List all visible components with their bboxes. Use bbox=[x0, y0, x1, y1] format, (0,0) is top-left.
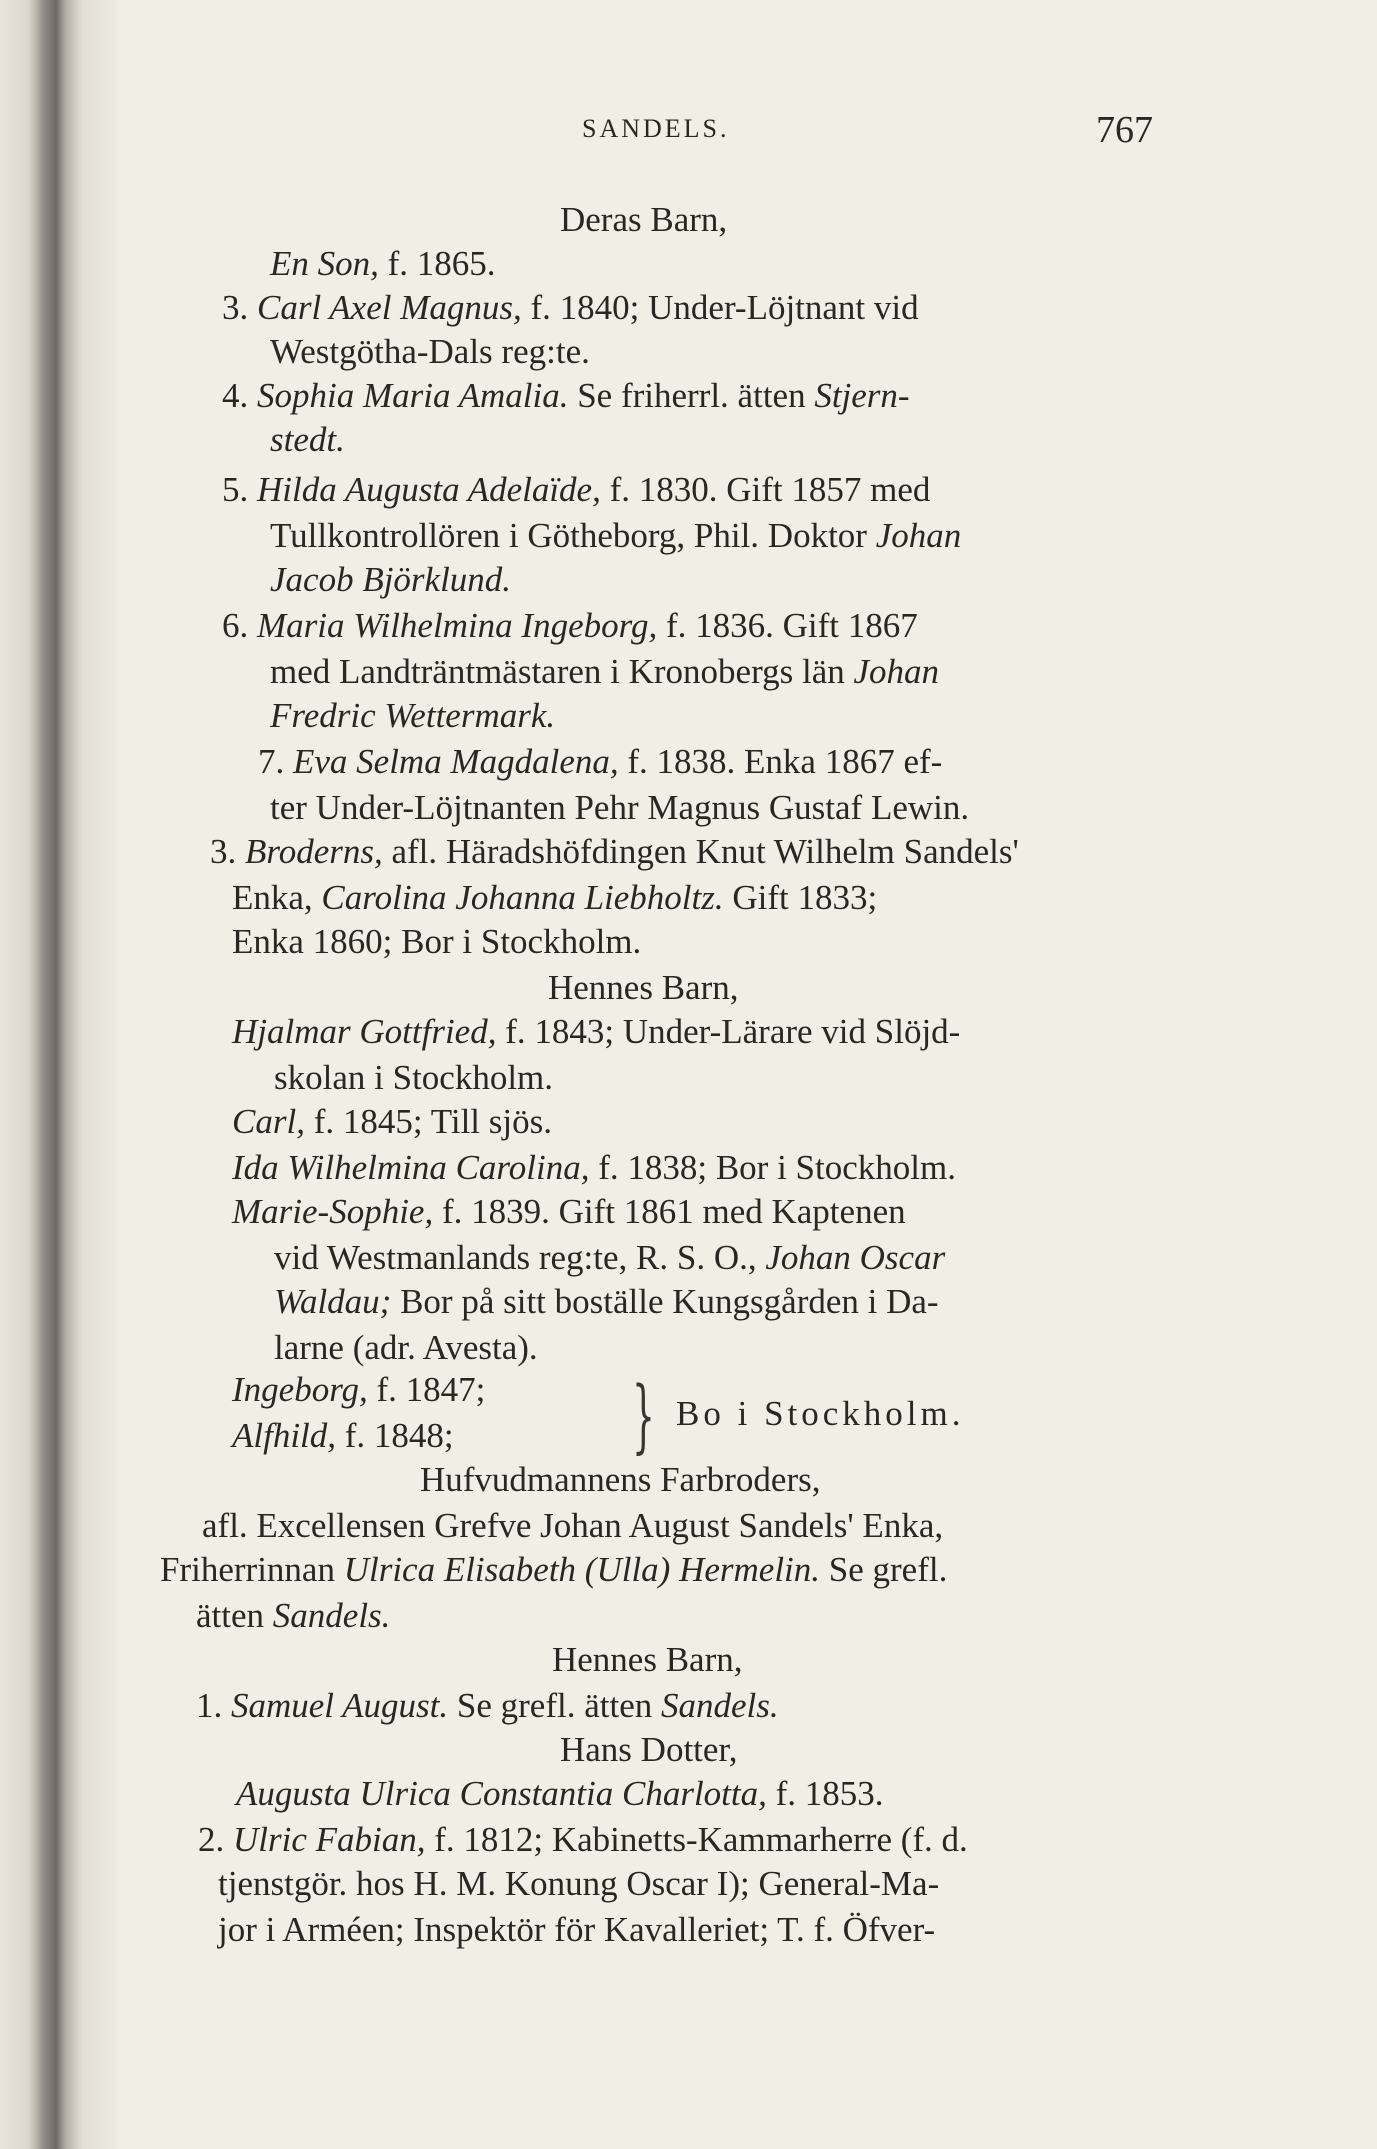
text-line bbox=[420, 1458, 820, 1502]
body-text: Hufvudmannens Farbroders, bbox=[420, 1460, 821, 1499]
text-line bbox=[270, 242, 496, 286]
text-line bbox=[222, 374, 910, 418]
text-line bbox=[222, 468, 930, 512]
body-text: ätten bbox=[196, 1596, 273, 1635]
text-line bbox=[270, 418, 345, 462]
text-line bbox=[274, 1236, 945, 1280]
body-text: Hennes Barn, bbox=[548, 968, 739, 1007]
italic-name-text: Eva Selma Magdalena, bbox=[293, 742, 619, 781]
text-line bbox=[196, 1684, 779, 1728]
body-text: afl. Häradshöfdingen Knut Wilhelm Sandels' bbox=[382, 832, 1019, 871]
text-line bbox=[548, 966, 739, 1010]
body-text: Se grefl. bbox=[820, 1550, 948, 1589]
page-number: 767 bbox=[1096, 109, 1153, 151]
text-line bbox=[552, 1638, 743, 1682]
italic-name-text: Jacob Björklund. bbox=[270, 560, 512, 599]
body-text: f. 1830. Gift 1857 med bbox=[600, 470, 931, 509]
body-text: 3. bbox=[210, 832, 245, 871]
text-line bbox=[218, 1908, 935, 1952]
text-line bbox=[232, 1368, 485, 1412]
text-line bbox=[232, 1414, 454, 1458]
text-line bbox=[236, 1772, 884, 1816]
italic-name-text: Ulric Fabian, bbox=[233, 1820, 426, 1859]
body-text: 6. bbox=[222, 606, 257, 645]
body-text: 5. bbox=[222, 470, 257, 509]
text-line bbox=[676, 1392, 965, 1436]
text-line bbox=[160, 1548, 947, 1592]
text-line bbox=[258, 740, 942, 784]
body-text: larne (adr. Avesta). bbox=[274, 1328, 538, 1367]
text-line bbox=[232, 1010, 960, 1054]
body-text: afl. Excellensen Grefve Johan August Sandels' Enka, bbox=[202, 1506, 944, 1545]
text-line bbox=[270, 558, 511, 602]
body-text: f. 1865. bbox=[378, 244, 496, 283]
body-text: Hennes Barn, bbox=[552, 1640, 743, 1679]
body-text: Enka, bbox=[232, 878, 322, 917]
text-line bbox=[198, 1818, 968, 1862]
text-line bbox=[560, 1728, 737, 1772]
body-text: f. 1838. Enka 1867 ef- bbox=[618, 742, 943, 781]
italic-name-text: Carolina Johanna Liebholtz. bbox=[321, 878, 724, 917]
italic-name-text: Waldau; bbox=[274, 1282, 392, 1321]
body-text: 7. bbox=[258, 742, 293, 781]
body-text: Gift 1833; bbox=[723, 878, 878, 917]
italic-name-text: Augusta Ulrica Constantia Charlotta, bbox=[236, 1774, 767, 1813]
italic-name-text: Johan bbox=[875, 516, 962, 555]
body-text: 2. bbox=[198, 1820, 233, 1859]
body-text: 3. bbox=[222, 288, 257, 327]
italic-name-text: Carl Axel Magnus, bbox=[257, 288, 522, 327]
italic-name-text: Hjalmar Gottfried, bbox=[232, 1012, 497, 1051]
body-text: Enka 1860; Bor i Stockholm. bbox=[232, 922, 642, 961]
body-text: 4. bbox=[222, 376, 257, 415]
italic-name-text: Sandels. bbox=[660, 1686, 779, 1725]
body-text: f. 1839. Gift 1861 med Kaptenen bbox=[433, 1192, 906, 1231]
italic-name-text: Broderns, bbox=[245, 832, 383, 871]
text-line bbox=[232, 1146, 956, 1190]
text-line bbox=[232, 1100, 552, 1144]
body-text: f. 1847; bbox=[367, 1370, 486, 1409]
book-spine-gutter bbox=[0, 0, 118, 2149]
body-text: skolan i Stockholm. bbox=[274, 1058, 554, 1097]
italic-name-text: Stjern- bbox=[814, 376, 910, 415]
body-text: Bor på sitt boställe Kungsgården i Da- bbox=[391, 1282, 939, 1321]
text-line bbox=[270, 330, 590, 374]
text-line bbox=[274, 1280, 939, 1324]
running-header: SANDELS. bbox=[582, 114, 730, 143]
body-text: Bo i Stockholm. bbox=[676, 1394, 965, 1433]
text-line bbox=[232, 876, 877, 920]
italic-name-text: Ingeborg, bbox=[232, 1370, 368, 1409]
italic-name-text: Johan bbox=[853, 652, 940, 691]
body-text: f. 1838; Bor i Stockholm. bbox=[589, 1148, 956, 1187]
body-text: vid Westmanlands reg:te, R. S. O., bbox=[274, 1238, 766, 1277]
text-line bbox=[222, 604, 918, 648]
body-text: med Landträntmästaren i Kronobergs län bbox=[270, 652, 854, 691]
body-text: Se grefl. ätten bbox=[448, 1686, 661, 1725]
body-text: Deras Barn, bbox=[560, 200, 728, 239]
italic-name-text: Marie-Sophie, bbox=[232, 1192, 434, 1231]
text-line bbox=[270, 514, 961, 558]
text-line bbox=[232, 920, 641, 964]
text-line bbox=[196, 1594, 390, 1638]
italic-name-text: Sandels. bbox=[272, 1596, 391, 1635]
italic-name-text: Ulrica Elisabeth (Ulla) Hermelin. bbox=[343, 1550, 821, 1589]
text-line bbox=[270, 786, 969, 830]
text-line bbox=[274, 1326, 538, 1370]
body-text: Westgötha-Dals reg:te. bbox=[270, 332, 590, 371]
italic-name-text: stedt. bbox=[270, 420, 345, 459]
body-text: tjenstgör. hos H. M. Konung Oscar I); General-Ma- bbox=[218, 1864, 940, 1903]
body-text: f. 1840; Under-Löjtnant vid bbox=[521, 288, 919, 327]
italic-name-text: Ida Wilhelmina Carolina, bbox=[232, 1148, 590, 1187]
italic-name-text: Sophia Maria Amalia. bbox=[257, 376, 569, 415]
text-line bbox=[222, 286, 919, 330]
text-line bbox=[270, 650, 939, 694]
italic-name-text: Hilda Augusta Adelaïde, bbox=[257, 470, 601, 509]
body-text: Friherrinnan bbox=[160, 1550, 344, 1589]
italic-name-text: Johan Oscar bbox=[765, 1238, 946, 1277]
text-line bbox=[274, 1056, 553, 1100]
body-text: Hans Dotter, bbox=[560, 1730, 738, 1769]
body-text: jor i Arméen; Inspektör för Kavalleriet; T. f. Öfver- bbox=[218, 1910, 936, 1949]
text-line bbox=[270, 694, 555, 738]
body-text: ter Under-Löjtnanten Pehr Magnus Gustaf Lewin. bbox=[270, 788, 970, 827]
text-line bbox=[202, 1504, 943, 1548]
text-line bbox=[218, 1862, 939, 1906]
body-text: f. 1845; Till sjös. bbox=[304, 1102, 552, 1141]
italic-name-text: Alfhild, bbox=[232, 1416, 337, 1455]
body-text: Tullkontrollören i Götheborg, Phil. Doktor bbox=[270, 516, 876, 555]
italic-name-text: Maria Wilhelmina Ingeborg, bbox=[257, 606, 658, 645]
body-text: f. 1836. Gift 1867 bbox=[657, 606, 918, 645]
italic-name-text: Samuel August. bbox=[231, 1686, 449, 1725]
body-text: Se friherrl. ätten bbox=[568, 376, 815, 415]
italic-name-text: En Son, bbox=[270, 244, 379, 283]
body-text: f. 1848; bbox=[336, 1416, 454, 1455]
body-text: 1. bbox=[196, 1686, 231, 1725]
text-line bbox=[210, 830, 1019, 874]
body-text: f. 1812; Kabinetts-Kammarherre (f. d. bbox=[425, 1820, 968, 1859]
curly-brace-glyph: } bbox=[632, 1369, 655, 1462]
text-line bbox=[232, 1190, 906, 1234]
text-line bbox=[560, 198, 727, 242]
italic-name-text: Carl, bbox=[232, 1102, 305, 1141]
body-text: f. 1853. bbox=[766, 1774, 884, 1813]
italic-name-text: Fredric Wettermark. bbox=[270, 696, 556, 735]
body-text: f. 1843; Under-Lärare vid Slöjd- bbox=[496, 1012, 961, 1051]
